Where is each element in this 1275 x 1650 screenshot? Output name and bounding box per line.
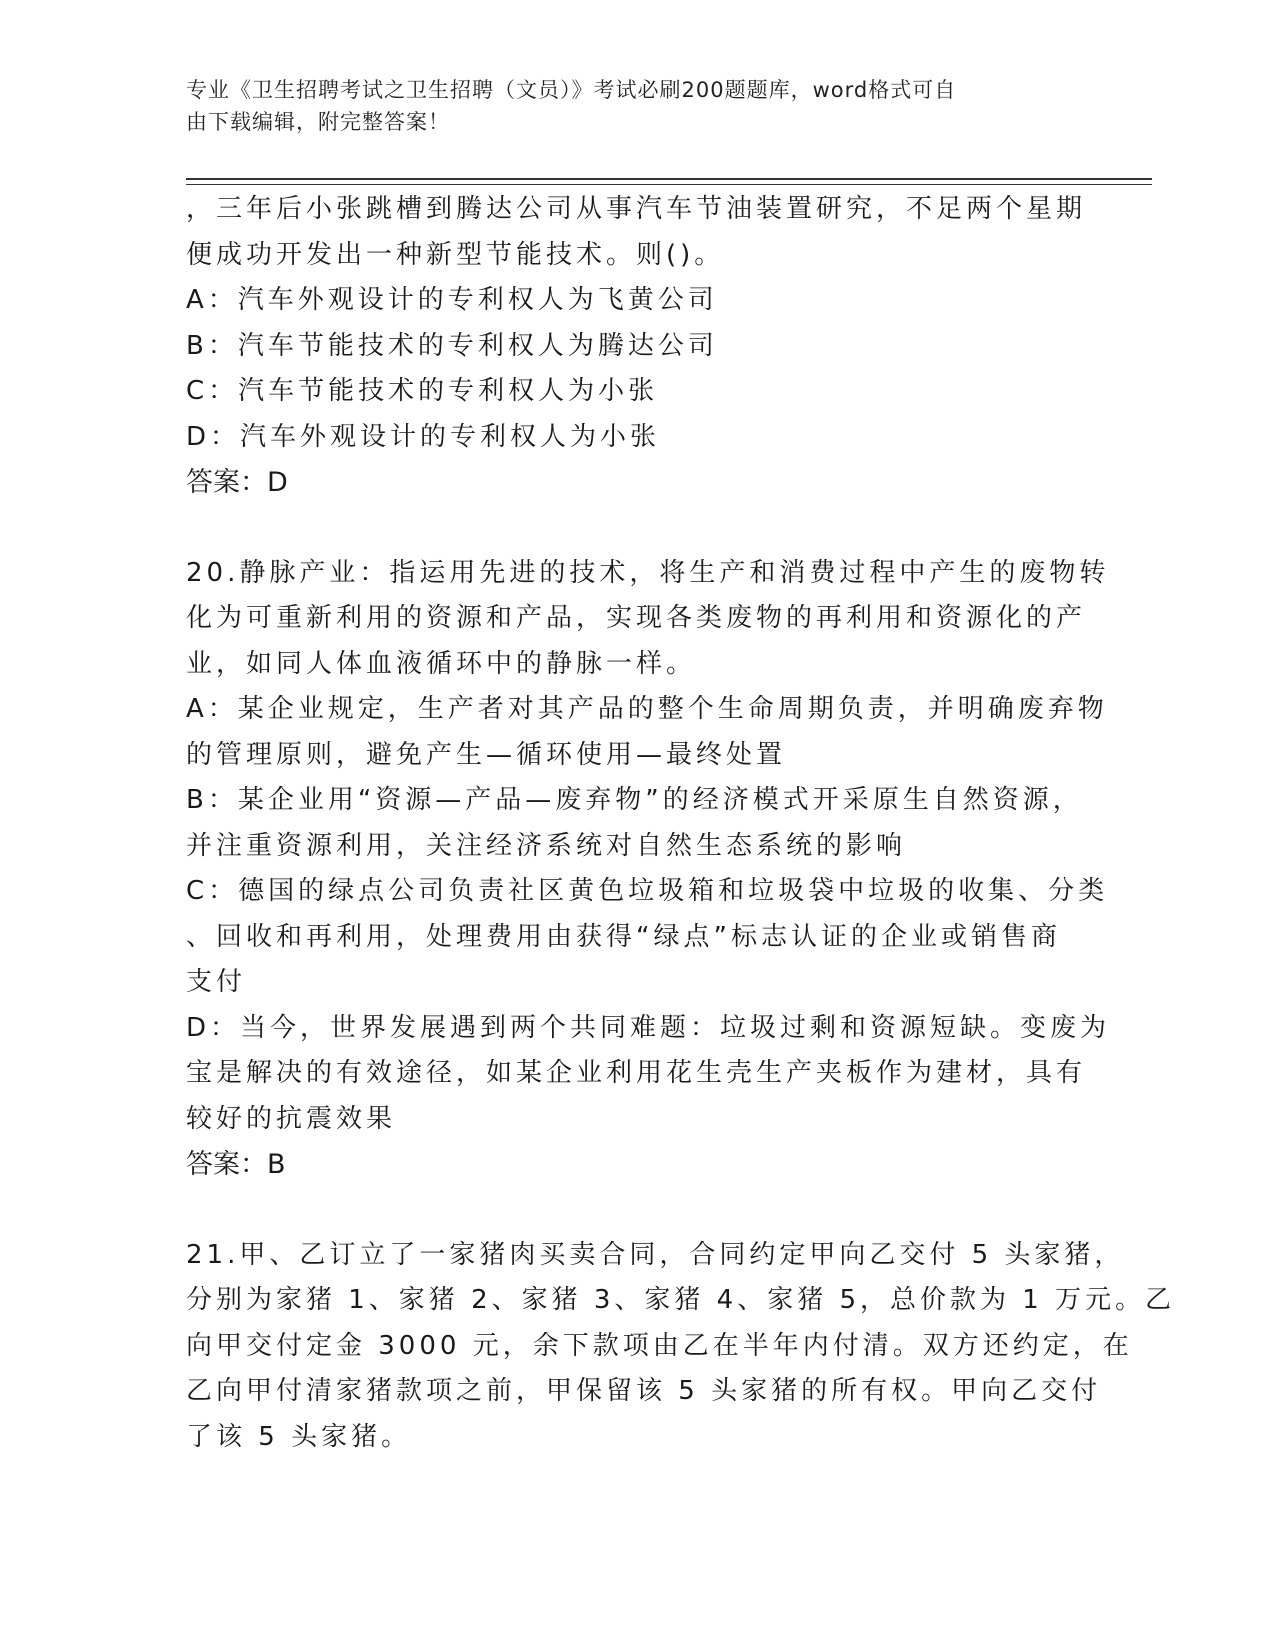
question-stem-line: 分别为家猪 1、家猪 2、家猪 3、家猪 4、家猪 5，总价款为 1 万元。乙 [186,1285,1176,1315]
option-a: A：某企业规定，生产者对其产品的整个生命周期负责，并明确废弃物 [186,694,1108,724]
header-divider [186,178,1152,180]
option-d: D：汽车外观设计的专利权人为小张 [186,421,661,452]
option-c: C：汽车节能技术的专利权人为小张 [186,376,659,406]
header-title-line: 专业《卫生招聘考试之卫生招聘（文员）》考试必刷200题题库，word格式可自 [186,78,957,102]
question-stem-line: 化为可重新利用的资源和产品，实现各类废物的再利用和资源化的产 [186,603,1087,633]
answer-label: 答案：D [186,467,288,498]
question-stem-line: 20.静脉产业：指运用先进的技术，将生产和消费过程中产生的废物转 [186,557,1110,588]
option-a: A：汽车外观设计的专利权人为飞黄公司 [186,285,718,315]
option-c: C：德国的绿点公司负责社区黄色垃圾箱和垃圾袋中垃圾的收集、分类 [186,876,1109,906]
header-title-line: 由下载编辑，附完整答案！ [186,110,450,134]
option-b: B：某企业用“资源—产品—废弃物”的经济模式开采原生自然资源， [186,785,1083,815]
question-stem-line: 向甲交付定金 3000 元，余下款项由乙在半年内付清。双方还约定，在 [186,1330,1133,1361]
question-stem-line: 便成功开发出一种新型节能技术。则()。 [186,239,725,270]
question-19 [186,187,1086,506]
document-body [186,187,1176,1460]
question-spacer [186,506,1086,551]
question-stem-line: 了该 5 头家猪。 [186,1421,412,1452]
question-stem-line: 业，如同人体血液循环中的静脉一样。 [186,648,697,679]
option-d-continued: 宝是解决的有效途径，如某企业利用花生壳生产夹板作为建材，具有 [186,1058,1087,1088]
option-c-continued: 、回收和再利用，处理费用由获得“绿点”标志认证的企业或销售商 [186,921,1061,952]
question-stem-line: 21.甲、乙订立了一家猪肉买卖合同，合同约定甲向乙交付 5 头家猪， [186,1239,1125,1270]
question-stem-line: 乙向甲付清家猪款项之前，甲保留该 5 头家猪的所有权。甲向乙交付 [186,1376,1102,1406]
question-stem-line: ，三年后小张跳槽到腾达公司从事汽车节油装置研究，不足两个星期 [186,194,1087,224]
option-a-continued: 的管理原则，避免产生—循环使用—最终处置 [186,739,787,770]
option-b: B：汽车节能技术的专利权人为腾达公司 [186,330,718,361]
header-divider-thin [186,184,1152,185]
option-d: D：当今，世界发展遇到两个共同难题：垃圾过剩和资源短缺。变废为 [186,1012,1111,1043]
question-21 [186,1233,1176,1461]
question-spacer [186,1188,1086,1233]
question-20 [186,551,1111,1188]
option-d-continued: 较好的抗震效果 [186,1103,397,1134]
answer-label: 答案：B [186,1149,286,1180]
document-header [186,74,1066,138]
option-c-continued: 支付 [186,967,247,997]
option-b-continued: 并注重资源利用，关注经济系统对自然生态系统的影响 [186,830,907,861]
